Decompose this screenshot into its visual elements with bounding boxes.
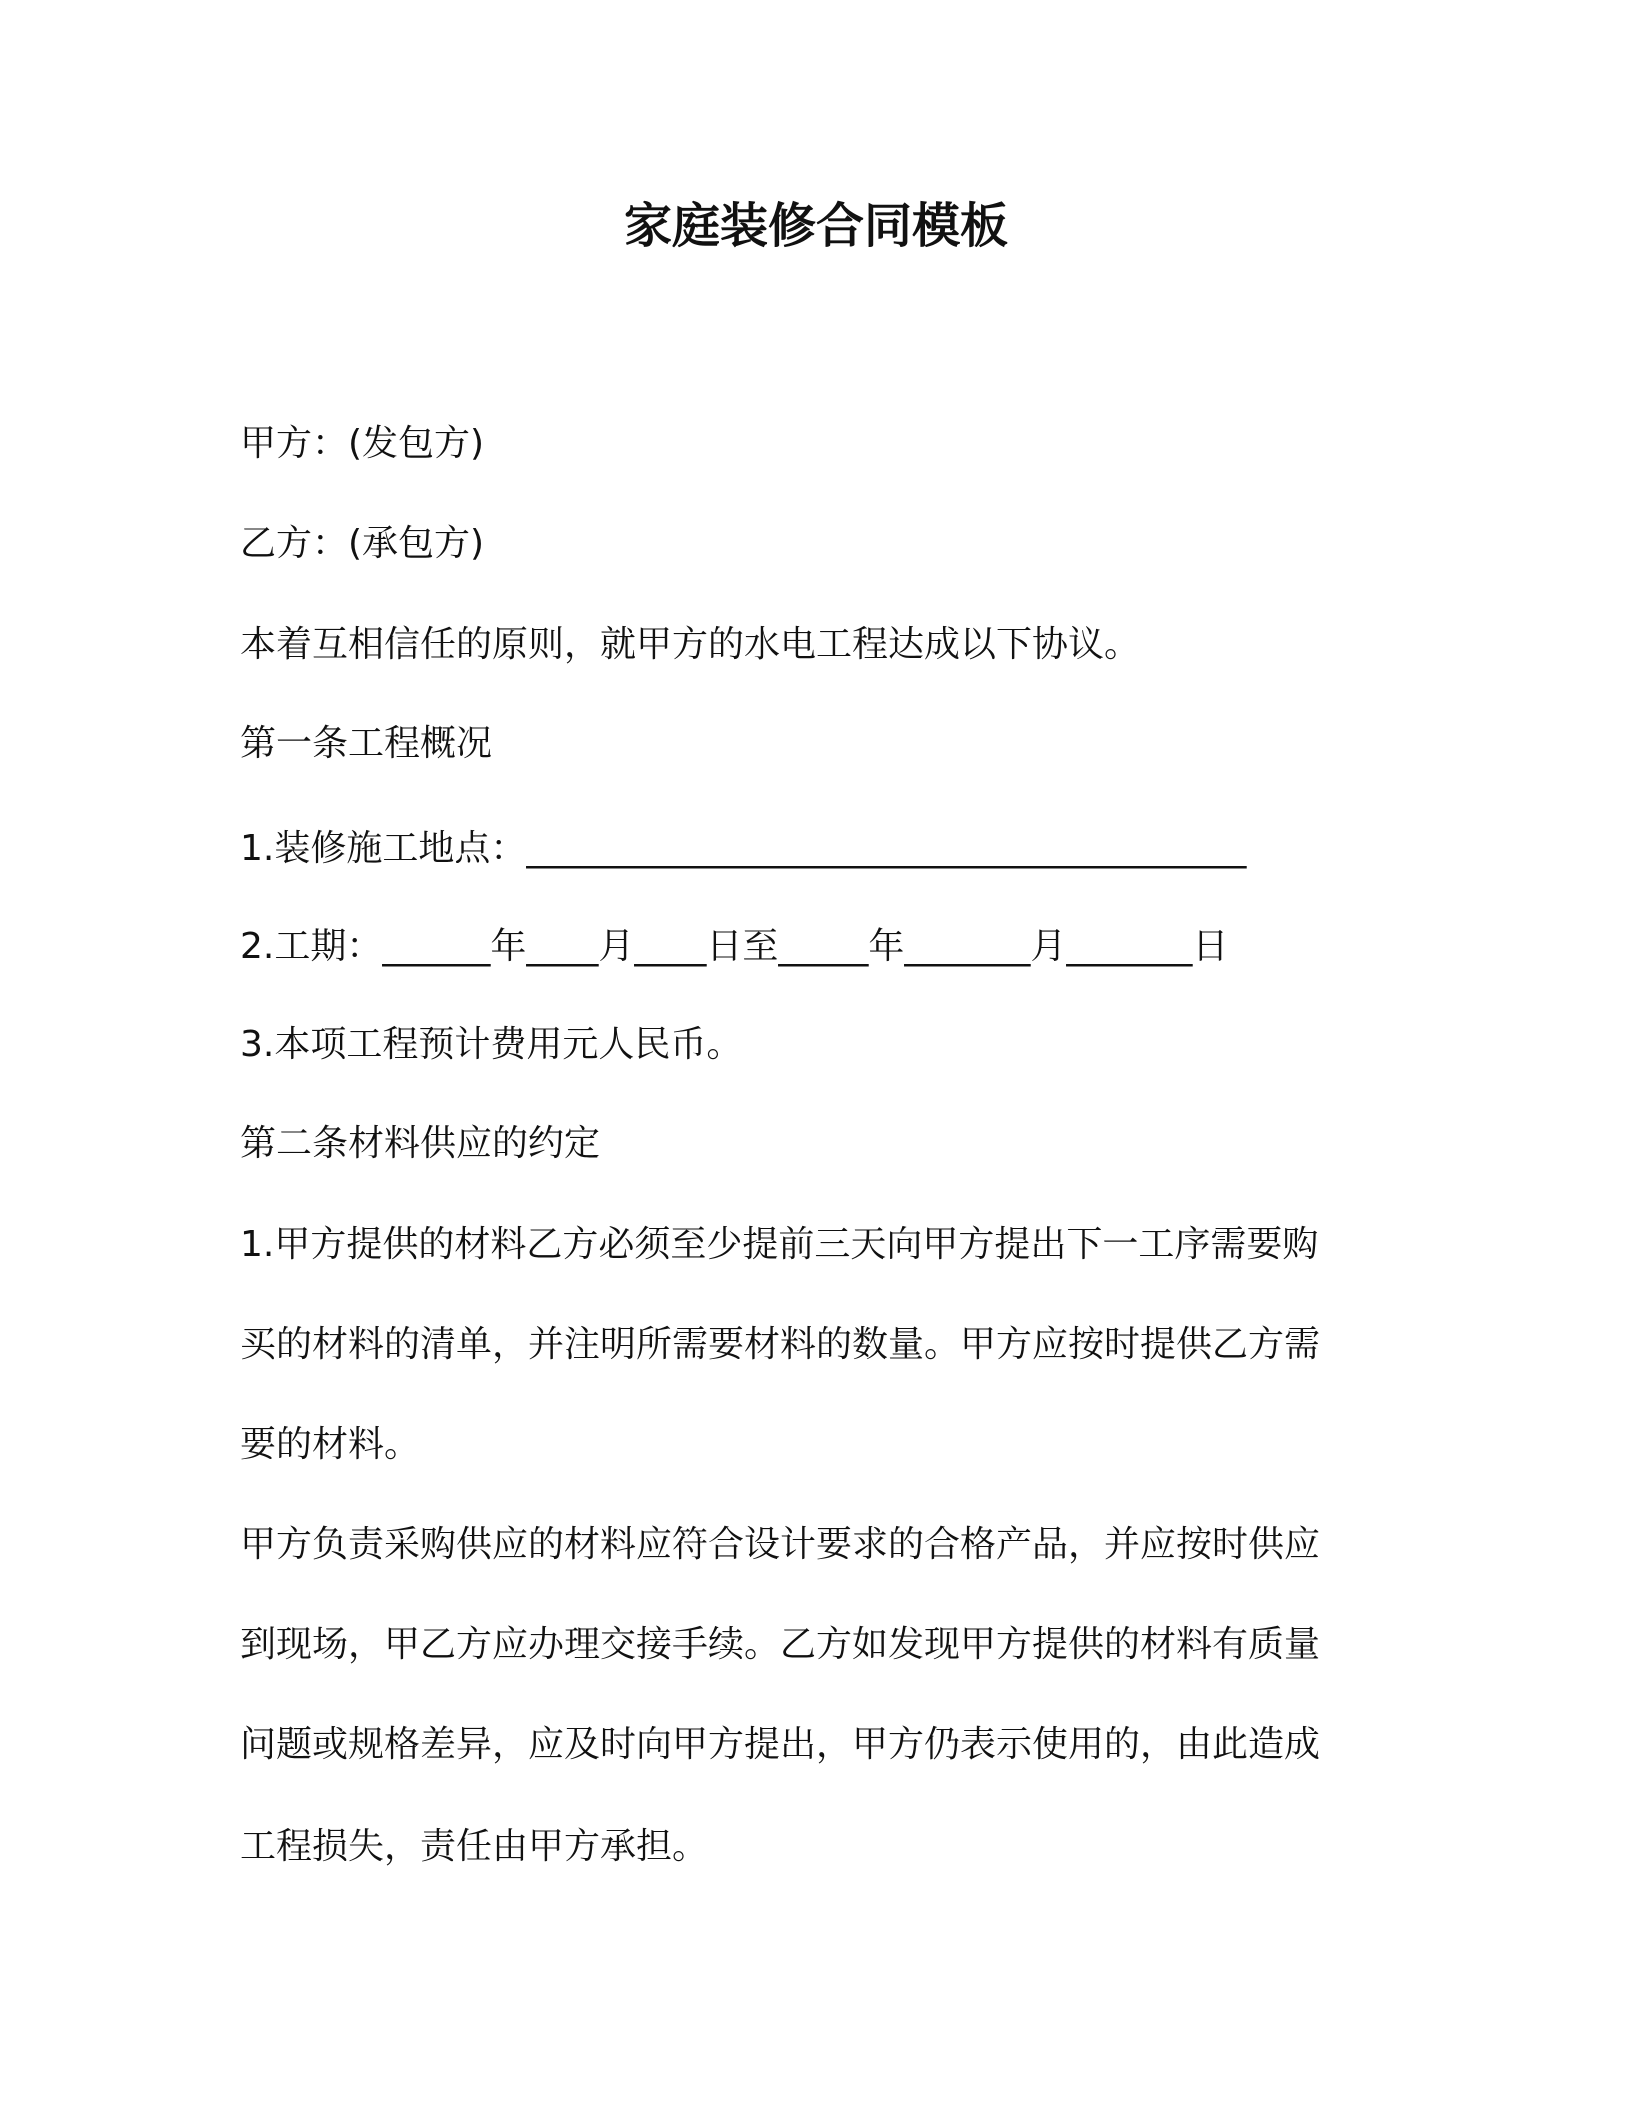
party-a-line: 甲方：(发包方) bbox=[240, 423, 485, 464]
paragraph-line: 甲方负责采购供应的材料应符合设计要求的合格产品，并应按时供应 bbox=[240, 1524, 1321, 1565]
estimated-cost-line: 3.本项工程预计费用元人民币。 bbox=[240, 1024, 743, 1065]
paragraph-line: 要的材料。 bbox=[240, 1424, 421, 1465]
article-1-heading: 第一条工程概况 bbox=[240, 723, 493, 764]
paragraph-line: 问题或规格差异，应及时向甲方提出，甲方仍表示使用的，由此造成 bbox=[240, 1724, 1321, 1765]
document-title: 家庭装修合同模板 bbox=[623, 198, 1008, 254]
party-b-line: 乙方：(承包方) bbox=[240, 523, 485, 564]
construction-period-field: 2.工期：______年____月____日至_____年_______月_______日 bbox=[240, 926, 1229, 967]
paragraph-line: 买的材料的清单，并注明所需要材料的数量。甲方应按时提供乙方需 bbox=[240, 1324, 1321, 1365]
paragraph-line: 到现场，甲乙方应办理交接手续。乙方如发现甲方提供的材料有质量 bbox=[240, 1624, 1321, 1665]
paragraph-line: 1.甲方提供的材料乙方必须至少提前三天向甲方提出下一工序需要购 bbox=[240, 1224, 1319, 1265]
preamble: 本着互相信任的原则，就甲方的水电工程达成以下协议。 bbox=[240, 624, 1141, 665]
article-2-heading: 第二条材料供应的约定 bbox=[240, 1123, 601, 1164]
paragraph-line: 工程损失，责任由甲方承担。 bbox=[240, 1826, 709, 1867]
construction-site-field: 1.装修施工地点：________________________________________ bbox=[240, 828, 1247, 869]
